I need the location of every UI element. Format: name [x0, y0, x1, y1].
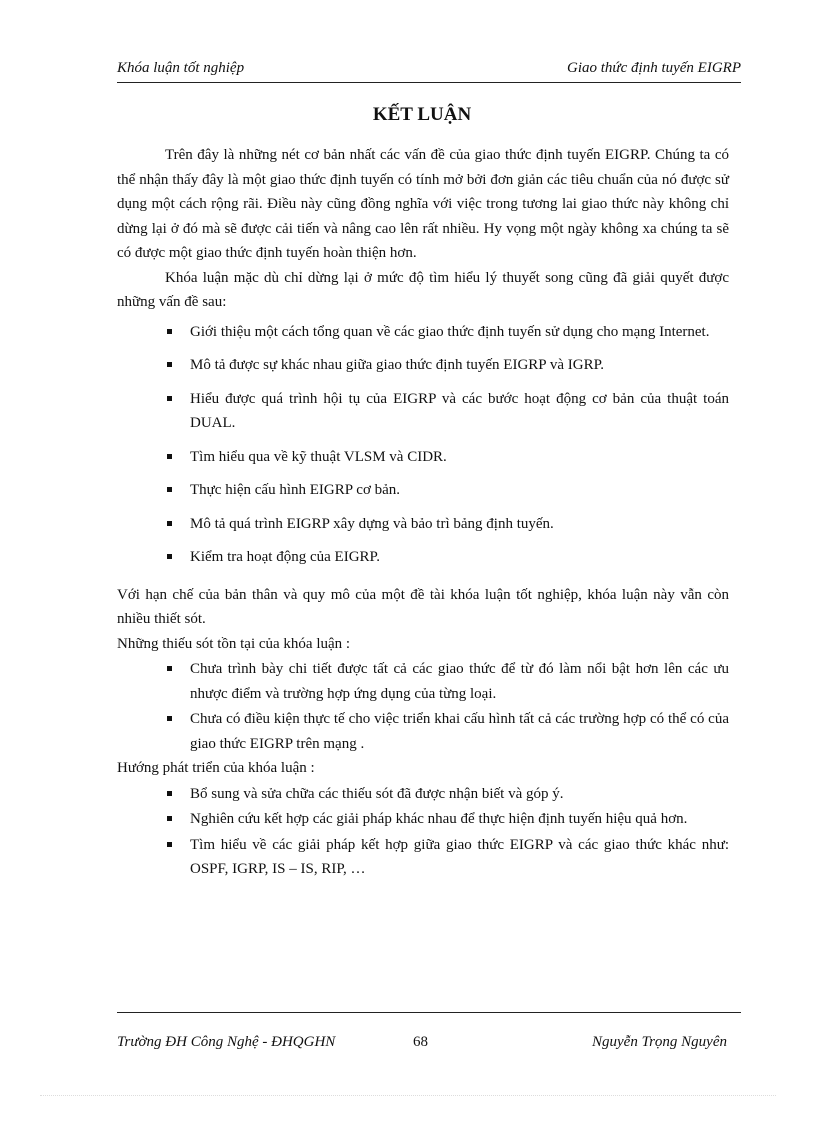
page-title: KẾT LUẬN [372, 104, 472, 125]
bullet-icon [167, 396, 172, 401]
bullet-icon [167, 454, 172, 459]
directions-list [117, 782, 729, 882]
list-item: Hiểu được quá trình hội tụ của EIGRP và các bước hoạt động cơ bản của thuật toán DUAL. [117, 387, 729, 436]
bullet-icon [167, 362, 172, 367]
list-item: Thực hiện cấu hình EIGRP cơ bản. [117, 478, 729, 503]
limits-paragraph: Với hạn chế của bản thân và quy mô của một đề tài khóa luận tốt nghiệp, khóa luận này vẫn còn nhiều thiết sót. [117, 586, 729, 627]
list-item: Bổ sung và sửa chữa các thiếu sót đã được nhận biết và góp ý. [117, 782, 729, 807]
footer-right: Nguyễn Trọng Nguyên [592, 1034, 727, 1050]
list-item: Chưa có điều kiện thực tế cho việc triển khai cấu hình tất cả các trường hợp có thể có của giao thức EIGRP trên mạng . [117, 707, 729, 756]
list-item: Tìm hiểu qua về kỹ thuật VLSM và CIDR. [117, 445, 729, 470]
list-item: Nghiên cứu kết hợp các giải pháp khác nhau để thực hiện định tuyến hiệu quả hơn. [117, 807, 729, 832]
intro-paragraph-2: Khóa luận mặc dù chỉ dừng lại ở mức độ tìm hiểu lý thuyết song cũng đã giải quyết được những vấn đề sau: [117, 269, 729, 310]
page-edge [40, 1095, 776, 1096]
directions-heading: Hướng phát triển của khóa luận : [117, 760, 315, 776]
page-header [117, 58, 741, 78]
header-right: Giao thức định tuyến EIGRP [567, 60, 741, 76]
list-item: Giới thiệu một cách tổng quan về các giao thức định tuyến sử dụng cho mạng Internet. [117, 320, 729, 345]
header-left: Khóa luận tốt nghiệp [117, 60, 245, 76]
page-number: 68 [413, 1034, 428, 1050]
list-item: Chưa trình bày chi tiết được tất cả các giao thức để từ đó làm nổi bật hơn lên các ưu nhược điểm và trường hợp ứng dụng của từng loại. [117, 657, 729, 706]
page-body [117, 143, 729, 882]
header-rule [117, 82, 741, 83]
shortcomings-list [117, 657, 729, 756]
footer-left: Trường ĐH Công Nghệ - ĐHQGHN [117, 1034, 336, 1050]
bullet-icon [167, 666, 172, 671]
achievements-list [117, 320, 729, 570]
list-item: Mô tả quá trình EIGRP xây dựng và bảo trì bảng định tuyến. [117, 512, 729, 537]
bullet-icon [167, 329, 172, 334]
list-item: Mô tả được sự khác nhau giữa giao thức định tuyến EIGRP và IGRP. [117, 353, 729, 378]
bullet-icon [167, 791, 172, 796]
bullet-icon [167, 816, 172, 821]
list-item: Tìm hiểu về các giải pháp kết hợp giữa giao thức EIGRP và các giao thức khác như: OSPF, IGRP, IS – IS, RIP, … [117, 833, 729, 882]
list-item: Kiểm tra hoạt động của EIGRP. [117, 545, 729, 570]
intro-paragraph-1: Trên đây là những nét cơ bản nhất các vấn đề của giao thức định tuyến EIGRP. Chúng ta có thể nhận thấy đây là một giao thức định tuyến có tính mở bởi đơn giản các tiêu chuẩn của nó được sử dụng một cách rộng rãi. Điều này cũng đồng nghĩa với việc trong tương lai giao thức này không chỉ dừng lại ở đó mà sẽ được cải tiến và nâng cao lên rất nhiều. Hy vọng một ngày không xa chúng ta sẽ có được một giao thức định tuyến hoàn thiện hơn. [117, 147, 729, 261]
bullet-icon [167, 487, 172, 492]
footer-rule [117, 1012, 741, 1013]
bullet-icon [167, 842, 172, 847]
bullet-icon [167, 521, 172, 526]
bullet-icon [167, 716, 172, 721]
shortcomings-heading: Những thiếu sót tồn tại của khóa luận : [117, 635, 351, 652]
bullet-icon [167, 554, 172, 559]
